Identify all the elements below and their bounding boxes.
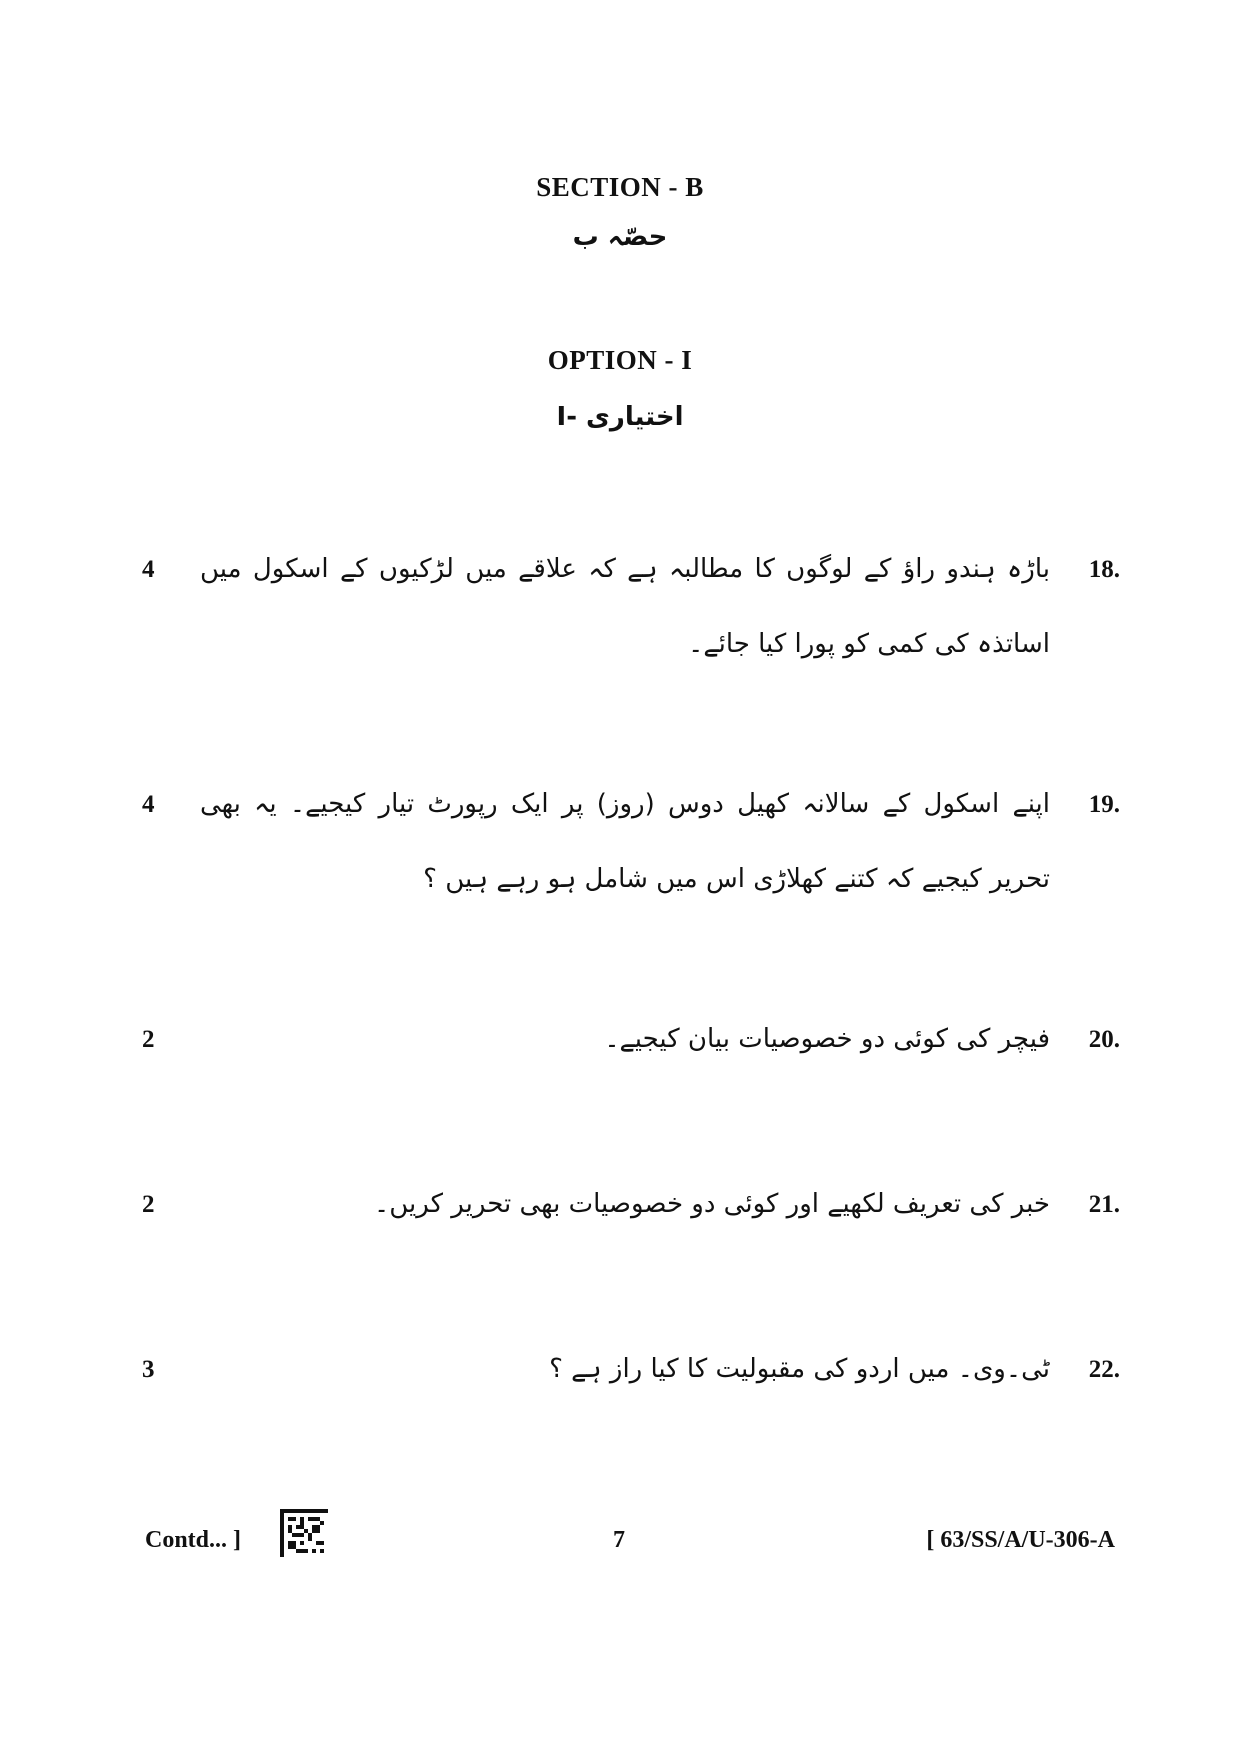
qr-code-icon bbox=[280, 1509, 328, 1557]
question-number: 20. bbox=[1088, 1026, 1120, 1053]
question-marks: 4 bbox=[142, 791, 155, 818]
question-number: 19. bbox=[1088, 791, 1120, 818]
section-title-urdu: حصّہ ب bbox=[572, 222, 668, 252]
question-text: خبر کی تعریف لکھیے اور کوئی دو خصوصیات بھی تحریر کریں۔ bbox=[374, 1189, 1050, 1219]
question-text: فیچر کی کوئی دو خصوصیات بیان کیجیے۔ bbox=[604, 1024, 1050, 1054]
option-title-urdu: اختیاری -I bbox=[556, 402, 684, 432]
page-number: 7 bbox=[613, 1527, 625, 1553]
question-marks: 2 bbox=[142, 1191, 155, 1218]
question-text: اپنے اسکول کے سالانہ کھیل دوس (روز) پر ایک رپورٹ تیار کیجیے۔ یہ بھی تحریر کیجیے کہ کتنے کھلاڑی اس میں شامل ہو رہے ہیں ؟ bbox=[200, 789, 1050, 894]
question-number: 21. bbox=[1088, 1191, 1120, 1218]
question-marks: 2 bbox=[142, 1026, 155, 1053]
option-title: OPTION - I bbox=[547, 345, 693, 375]
question-text: ٹی۔وی۔ میں اردو کی مقبولیت کا کیا راز ہے ؟ bbox=[549, 1354, 1050, 1384]
question-number: 18. bbox=[1088, 556, 1120, 583]
section-title: SECTION - B bbox=[536, 172, 704, 202]
question-marks: 3 bbox=[142, 1356, 155, 1383]
paper-code: [ 63/SS/A/U-306-A bbox=[926, 1527, 1115, 1553]
question-number: 22. bbox=[1088, 1356, 1120, 1383]
question-text: باڑہ ہندو راؤ کے لوگوں کا مطالبہ ہے کہ علاقے میں لڑکیوں کے اسکول میں اساتذہ کی کمی کو پورا کیا جائے۔ bbox=[200, 554, 1050, 659]
question-marks: 4 bbox=[142, 556, 155, 583]
footer-contd: Contd... ] bbox=[145, 1527, 242, 1553]
